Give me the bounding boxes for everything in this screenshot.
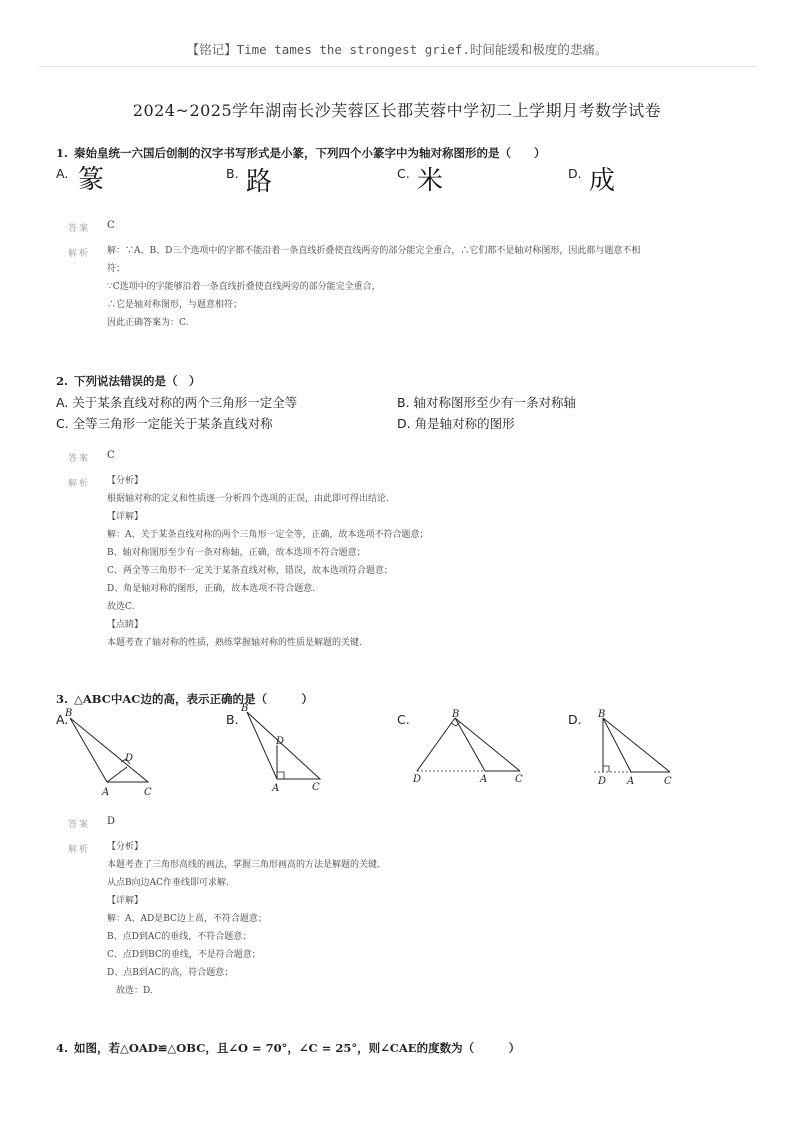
q1-option-a-letter: A. (56, 166, 69, 181)
q3-figure-c (405, 700, 535, 790)
question-4-number: 4. (56, 1041, 69, 1055)
q3-answer-label: 答案 (68, 820, 91, 830)
q2-exp-line: 【详解】 (107, 512, 144, 522)
question-2-number: 2. (56, 374, 69, 388)
q3-figure-a (60, 700, 170, 800)
question-1-text: 秦始皇统一六国后创制的汉字书写形式是小篆，下列四个小篆字中为轴对称图形的是（ ） (74, 146, 546, 160)
point-label: C (515, 774, 523, 785)
q3-option-b-letter: B. (226, 712, 239, 727)
point-label: C (312, 782, 320, 793)
point-label: B (65, 708, 73, 719)
q3-figure-d (588, 700, 688, 790)
q1-explanation-label: 解析 (68, 249, 91, 259)
q2-exp-line: C、两全等三角形不一定关于某条直线对称，错误，故本选项符合题意； (107, 566, 393, 576)
header-divider (38, 66, 756, 67)
q3-exp-line: D、点B到AC的高，符合题意； (107, 968, 234, 978)
question-2-stem (56, 373, 201, 389)
q2-exp-line: D、角是轴对称的图形，正确，故本选项不符合题意. (107, 584, 316, 594)
point-label: C (664, 776, 672, 787)
q3-explanation (107, 838, 380, 1000)
q1-exp-line: ∴它是轴对称图形，与题意相符； (107, 300, 243, 310)
q1-exp-line: 因此正确答案为：C. (107, 318, 189, 328)
q2-explanation-label: 解析 (68, 479, 91, 489)
q3-option-c-letter: C. (397, 712, 410, 727)
q1-exp-line: ∵C选项中的字能够沿着一条直线折叠使直线两旁的部分能完全重合， (107, 282, 381, 292)
question-1-number: 1. (56, 146, 69, 160)
q1-option-c (397, 163, 444, 196)
question-4-text: 如图，若△OAD≌△OBC，且∠O = 70°，∠C = 25°，则∠CAE的度数为（ ） (74, 1041, 521, 1055)
seal-glyph-mi: 米 (417, 166, 444, 196)
q1-option-b (226, 163, 273, 197)
question-3-text: △ABC中AC边的高，表示正确的是（ ） (74, 692, 313, 706)
point-label: B (452, 709, 460, 720)
q3-exp-line: 【详解】 (107, 896, 144, 906)
q1-option-c-letter: C. (397, 166, 410, 181)
q2-explanation (107, 472, 429, 652)
q3-exp-line: 从点B向边AC作垂线即可求解. (107, 878, 229, 888)
q3-exp-line: 故选：D. (107, 986, 153, 996)
seal-glyph-cheng: 成 (589, 166, 616, 196)
q3-exp-line: 【分析】 (107, 842, 144, 852)
question-3-number: 3. (56, 692, 69, 706)
q1-option-d-letter: D. (568, 166, 582, 181)
q1-option-a (56, 163, 105, 195)
q3-explanation-label: 解析 (68, 845, 91, 855)
seal-glyph-lu: 路 (246, 167, 273, 197)
q2-exp-line: 本题考查了轴对称的性质，熟练掌握轴对称的性质是解题的关键. (107, 638, 362, 648)
q3-option-d-letter: D. (568, 712, 582, 727)
q3-option-a-letter: A. (56, 712, 69, 727)
q2-exp-line: 解：A、关于某条直线对称的两个三角形一定全等，正确，故本选项不符合题意； (107, 530, 429, 540)
q2-exp-line: 【点睛】 (107, 620, 144, 630)
q1-exp-line: 解：∵A、B、D三个选项中的字都不能沿着一条直线折叠使直线两旁的部分能完全重合，∴它们都不是轴对称图形，因此都与题意不相 (107, 246, 641, 256)
q3-exp-line: 解：A、AD是BC边上高，不符合题意； (107, 914, 267, 924)
q3-answer-value: D (107, 816, 116, 827)
q2-answer-value: C (107, 450, 115, 461)
q2-option-d: D. 角是轴对称的图形 (397, 416, 515, 431)
q1-option-d (568, 163, 616, 196)
point-label: D (413, 774, 422, 785)
seal-glyph-zhuan: 篆 (78, 165, 105, 195)
document-title: 2024~2025学年湖南长沙芙蓉区长郡芙蓉中学初二上学期月考数学试卷 (132, 101, 662, 120)
q2-answer-label: 答案 (68, 454, 91, 464)
q2-exp-line: 故选C. (107, 602, 135, 612)
q1-exp-line: 符； (107, 264, 126, 274)
q3-exp-line: B、点D到AC的垂线，不符合题意； (107, 932, 252, 942)
q1-answer-label: 答案 (68, 224, 91, 234)
q1-option-b-letter: B. (226, 166, 239, 181)
point-label: D (125, 753, 134, 764)
q2-exp-line: B、轴对称图形至少有一条对称轴，正确，故本选项不符合题意； (107, 548, 366, 558)
question-4-stem (56, 1040, 520, 1056)
q3-figure-b (232, 700, 332, 800)
q1-answer-value: C (107, 220, 115, 231)
point-label: A (102, 787, 110, 798)
point-label: D (598, 776, 607, 787)
point-label: B (598, 709, 606, 720)
point-label: A (480, 774, 488, 785)
point-label: C (144, 787, 152, 798)
q3-exp-line: 本题考查了三角形高线的画法，掌握三角形画高的方法是解题的关键. (107, 860, 380, 870)
point-label: B (241, 703, 249, 714)
q2-option-b: B. 轴对称图形至少有一条对称轴 (397, 395, 577, 410)
q2-exp-line: 根据轴对称的定义和性质逐一分析四个选项的正误，由此即可得出结论. (107, 494, 389, 504)
question-2-text: 下列说法错误的是（ ） (74, 374, 201, 388)
q2-option-c: C. 全等三角形一定能关于某条直线对称 (56, 416, 273, 431)
q1-explanation (107, 242, 640, 332)
header-motto: 【铭记】Time tames the strongest grief.时间能缓和极度的悲痛。 (186, 42, 608, 57)
point-label: A (272, 783, 280, 794)
point-label: D (276, 736, 285, 747)
q2-exp-line: 【分析】 (107, 476, 144, 486)
question-1-stem (56, 145, 546, 161)
q2-option-a: A. 关于某条直线对称的两个三角形一定全等 (56, 395, 298, 410)
q3-exp-line: C、点D到BC的垂线，不是符合题意； (107, 950, 261, 960)
point-label: A (627, 776, 635, 787)
